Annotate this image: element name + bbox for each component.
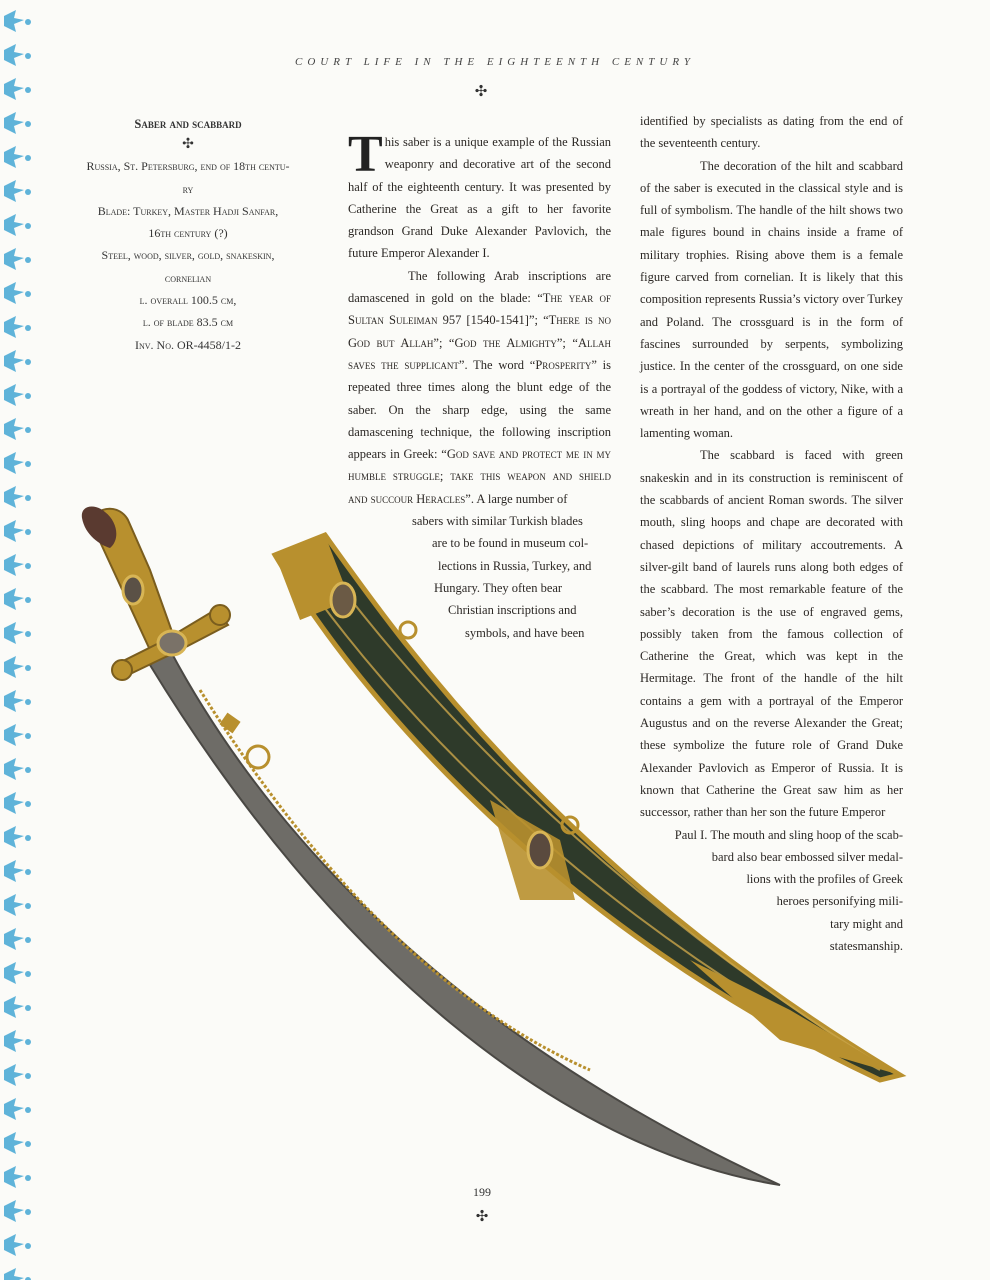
drop-cap: T bbox=[348, 126, 383, 183]
caption-line: 16th century (?) bbox=[148, 226, 228, 241]
ornament-icon: ✣ bbox=[475, 1209, 489, 1225]
ornament-icon: ✣ bbox=[182, 137, 194, 153]
body-column-middle bbox=[348, 126, 612, 644]
paragraph: The decoration of the hilt and scabbard of the saber is executed in the classical style and is full of symbolism. The handle of the hilt shows two male figures bound in chains inside a frame of military trophies. Rising above them is a female figure carved from cornelian. It is likely that this composition represents Russia’s victory over Turkey and Poland. The crossguard is in the form of fascines surrounded by serpents, symbolizing justice. In the center of the crossguard, on one side is a portrayal of the goddess of victory, Nike, with a wreath in her hand, and on the other a figure of a lamenting woman. bbox=[640, 158, 903, 441]
caption-line: Russia, St. Petersburg, end of 18th centu- bbox=[86, 159, 290, 174]
caption-line: cornelian bbox=[164, 270, 212, 285]
text-line: Hungary. They often bear bbox=[434, 580, 563, 595]
caption-line: Steel, wood, silver, gold, snakeskin, bbox=[101, 248, 275, 263]
text-line: heroes personifying mili- bbox=[776, 894, 903, 909]
caption-line: ry bbox=[182, 181, 194, 196]
text-line: symbols, and have been bbox=[465, 625, 585, 640]
paragraph: The scabbard is faced with green snakeskin and in its construction is reminiscent of the scabbards of ancient Roman swords. The silver mouth, sling hoops and chape are decorated with chased depictions of military accoutrements. A silver-gilt band of laurels runs along both edges of the scabbard. The most remarkable feature of the saber’s decoration is the use of engraved gems, possibly taken from the famous collection of Catherine the Great, which was kept in the Hermitage. The front of the handle of the hilt contains a gem with a portrayal of the Emperor Augustus and on the reverse Alexander the Great; these symbolize the future role of Grand Duke Alexander Pavlovich as Emperor of Russia. It is known that Catherine the Great saw him as her successor, rather than her son the future Emperor bbox=[640, 448, 903, 820]
text-line: lections in Russia, Turkey, and bbox=[438, 558, 592, 573]
caption-line: l. overall 100.5 cm, bbox=[139, 293, 237, 308]
caption-line: l. of blade 83.5 cm bbox=[142, 315, 234, 330]
paragraph: The following Arab inscriptions are damascened in gold on the blade: “The year of Sultan Suleiman 957 [1540-1541]”; “There is no God but Allah”; “God the Almighty”; “Allah saves the supplicant”. The word “Prosperity” is repeated three times along the blunt edge of the saber. On the sharp edge, using the same damascening technique, the following inscription appears in Greek: “God save and protect me in my humble struggle; take this weapon and shield and succour Heracles”. A large number of bbox=[348, 268, 612, 506]
text-line: sabers with similar Turkish blades bbox=[412, 514, 583, 529]
caption-title: Saber and scabbard bbox=[134, 117, 242, 131]
text-line: lions with the profiles of Greek bbox=[746, 872, 903, 887]
text-line: Christian inscriptions and bbox=[448, 603, 577, 618]
caption-line: Blade: Turkey, Master Hadji Sanfar, bbox=[97, 203, 279, 218]
text-line: statesmanship. bbox=[829, 938, 903, 953]
text-line: tary might and bbox=[830, 916, 903, 931]
text-line: bard also bear embossed silver medal- bbox=[711, 849, 903, 864]
running-head: COURT LIFE IN THE EIGHTEENTH CENTURY bbox=[295, 56, 695, 68]
paragraph: identified by specialists as dating from the end of the seventeenth century. bbox=[640, 114, 903, 151]
caption-line: Inv. No. OR-4458/1-2 bbox=[135, 337, 241, 352]
text-line: Paul I. The mouth and sling hoop of the scab- bbox=[674, 827, 903, 842]
page-number: 199 bbox=[473, 1185, 491, 1199]
body-column-right bbox=[640, 110, 903, 957]
text-line: are to be found in museum col- bbox=[432, 536, 589, 551]
paragraph: T his saber is a unique example of the Russian weaponry and decorative art of the second half of the eighteenth century. It was presented by Catherine the Great as a gift to her favorite grandson Grand Duke Alexander Pavlovich, the future Emperor Alexander I. bbox=[348, 126, 611, 261]
ornament-icon: ✣ bbox=[474, 84, 488, 100]
